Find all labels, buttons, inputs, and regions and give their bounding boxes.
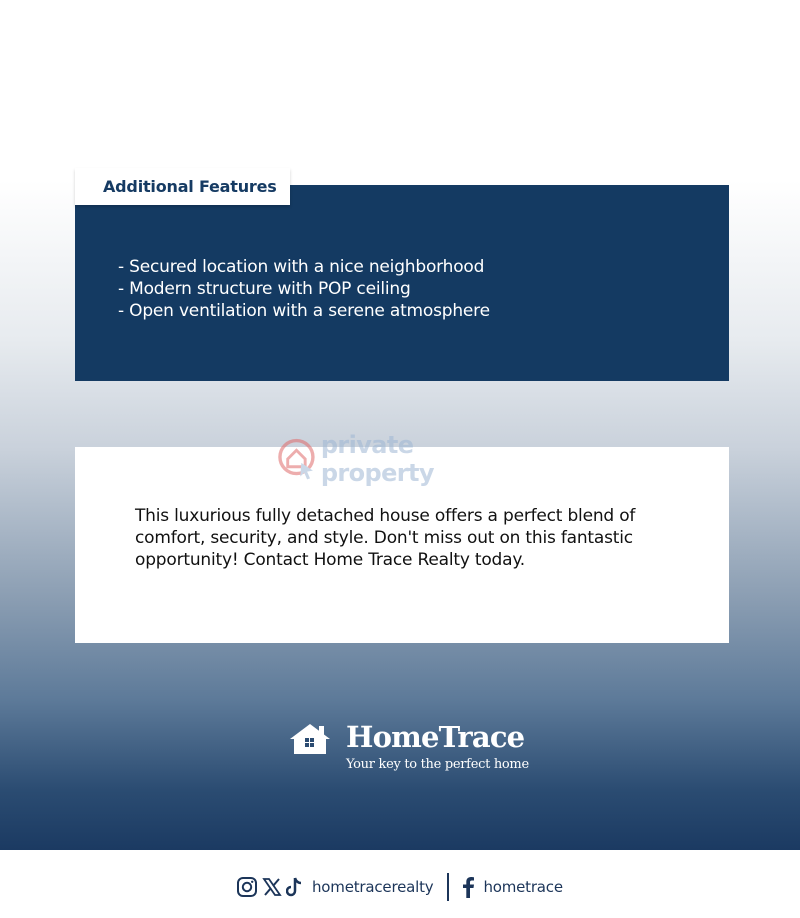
private-property-watermark: [278, 431, 528, 487]
features-title-tab: [75, 168, 290, 205]
instagram-icon[interactable]: [236, 876, 258, 898]
facebook-icon[interactable]: [461, 876, 475, 898]
features-item: - Modern structure with POP ceiling: [118, 279, 411, 299]
features-title: Additional Features: [103, 177, 277, 196]
social-links: [236, 872, 563, 902]
tiktok-icon[interactable]: [286, 876, 304, 898]
social-handle[interactable]: hometracerealty: [312, 878, 434, 896]
facebook-handle[interactable]: hometrace: [483, 878, 563, 896]
private-property-logo-icon: [278, 437, 317, 481]
brand-tagline: Your key to the perfect home: [346, 757, 529, 772]
house-icon: [288, 722, 336, 756]
hometrace-logo: [288, 720, 528, 780]
brand-name: HomeTrace: [346, 720, 525, 754]
x-icon[interactable]: [262, 877, 282, 897]
features-item: - Open ventilation with a serene atmosphere: [118, 301, 490, 321]
features-list: [118, 256, 490, 322]
footer-divider: [447, 873, 449, 901]
watermark-text: private property: [320, 431, 434, 487]
description-text: This luxurious fully detached house offers a perfect blend of comfort, security, and style. Don't miss out on this fantastic opportunity! Contact Home Trace Realty today.: [135, 506, 636, 570]
features-item: - Secured location with a nice neighborhood: [118, 257, 485, 277]
